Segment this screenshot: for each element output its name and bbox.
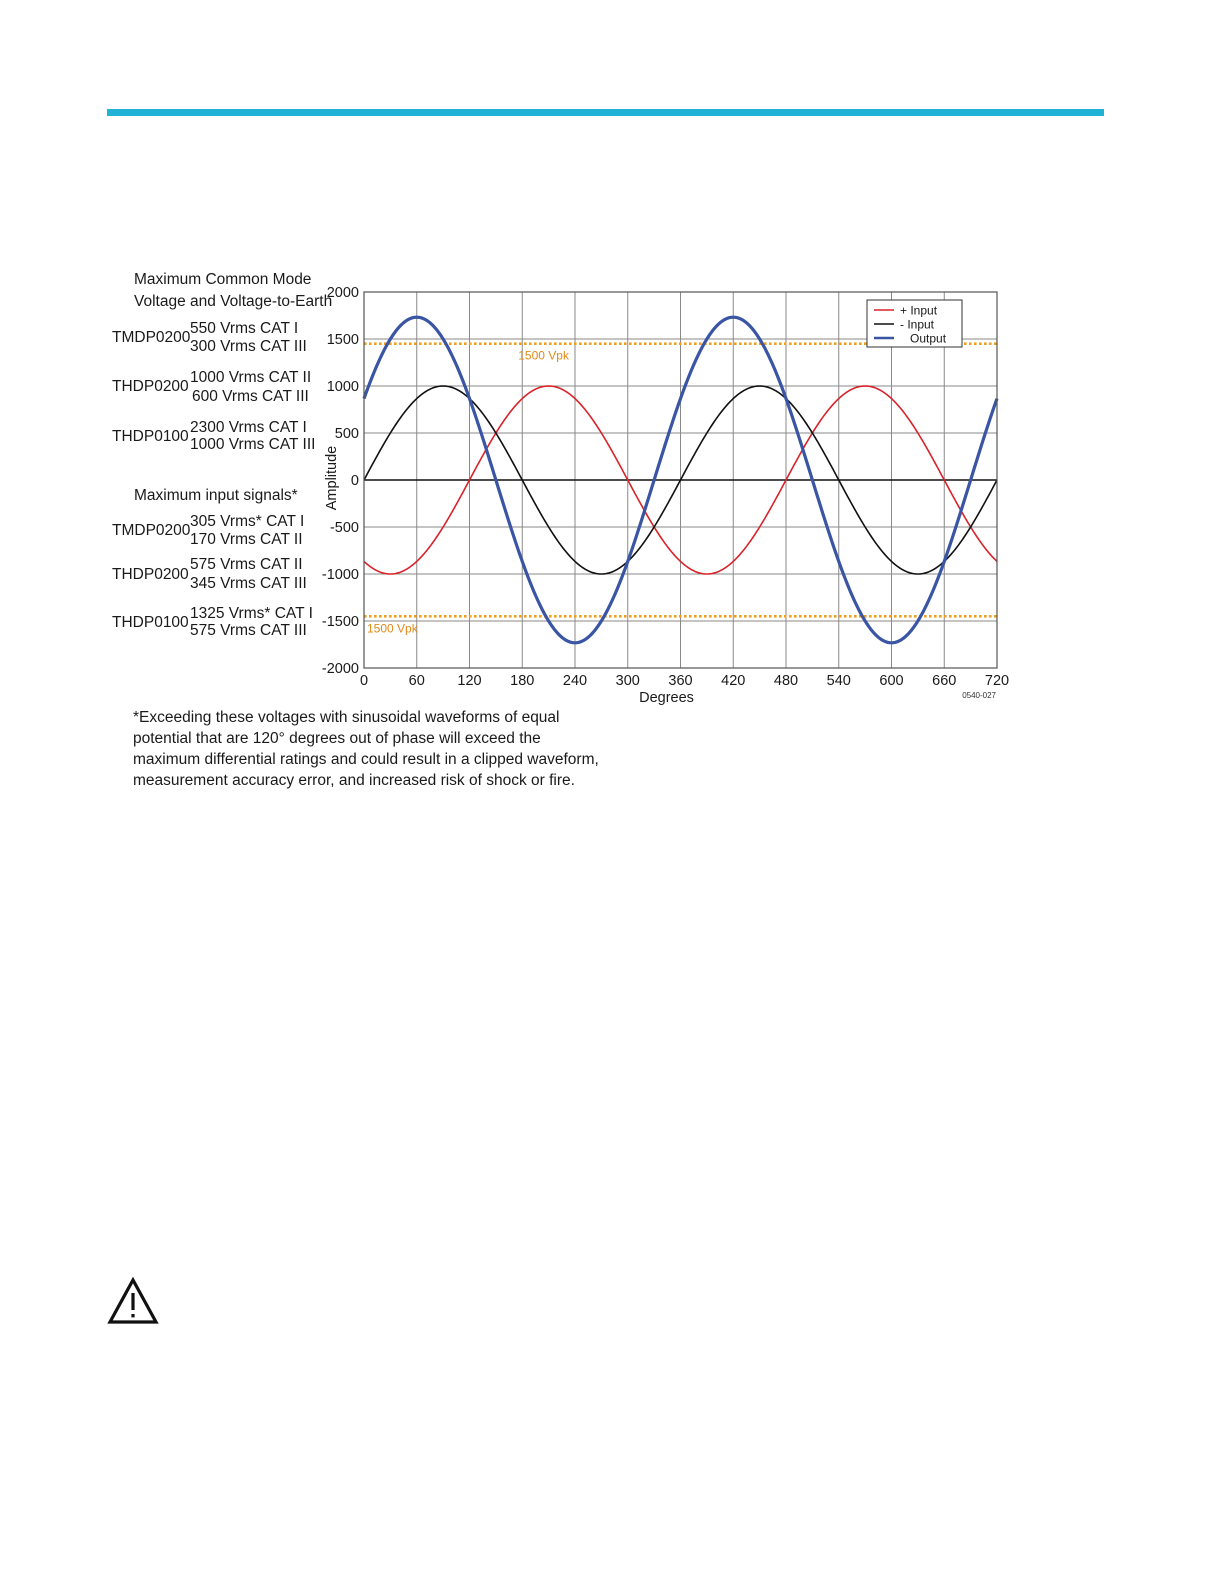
x-tick-label: 480: [773, 673, 799, 689]
y-tick-label: 2000: [326, 285, 359, 301]
waveform-chart: [0, 0, 1224, 720]
common-mode-rating: 550 Vrms CAT I: [190, 320, 299, 337]
figure-id: 0540-027: [962, 691, 996, 700]
footnote-line: *Exceeding these voltages with sinusoidal waveforms of equal: [133, 709, 560, 726]
footnote: [133, 707, 603, 791]
y-axis-label: Amplitude: [324, 445, 340, 511]
y-tick-label: 1500: [326, 332, 359, 348]
common-mode-title-line-2: Voltage and Voltage-to-Earth: [134, 293, 333, 310]
input-signals-title: Maximum input signals*: [134, 487, 298, 504]
x-tick-label: 420: [721, 673, 746, 689]
reference-line-label: 1500 Vpk: [367, 621, 418, 636]
footnote-line: maximum differential ratings and could result in a clipped waveform,: [133, 751, 599, 768]
legend-label: - Input: [900, 317, 935, 332]
input-signals-rating: 345 Vrms CAT III: [190, 575, 307, 592]
x-tick-label: 60: [408, 673, 425, 689]
input-signals-rating: 1325 Vrms* CAT I: [190, 605, 313, 622]
common-mode-rating: 2300 Vrms CAT I: [190, 419, 307, 436]
common-mode-title-line-1: Maximum Common Mode: [134, 271, 312, 288]
footnote-line: measurement accuracy error, and increased risk of shock or fire.: [133, 772, 575, 789]
common-mode-model-thdp0200: THDP0200: [112, 378, 189, 395]
chart-legend: [867, 300, 962, 347]
input-signals-rating: 170 Vrms CAT II: [190, 531, 303, 548]
common-mode-rating: 1000 Vrms CAT III: [190, 436, 316, 453]
input-signals-model-tmdp0200: TMDP0200: [112, 522, 191, 539]
common-mode-rating: 600 Vrms CAT III: [192, 388, 309, 405]
reference-line-label: 1500 Vpk: [518, 348, 569, 363]
y-tick-label: -1000: [321, 567, 359, 583]
input-signals-rating: 575 Vrms CAT II: [190, 556, 303, 573]
common-mode-model-tmdp0200: TMDP0200: [112, 329, 191, 346]
input-signals-model-thdp0100: THDP0100: [112, 614, 189, 631]
y-tick-label: 0: [350, 473, 359, 489]
y-tick-label: 1000: [326, 379, 359, 395]
x-tick-label: 120: [457, 673, 482, 689]
footnote-line: potential that are 120° degrees out of phase will exceed the: [133, 730, 541, 747]
x-tick-label: 720: [984, 673, 1010, 689]
x-tick-label: 0: [359, 673, 369, 689]
x-tick-label: 600: [879, 673, 904, 689]
input-signals-model-thdp0200: THDP0200: [112, 566, 189, 583]
x-axis-label: Degrees: [639, 690, 694, 706]
legend-label: + Input: [900, 303, 938, 318]
y-tick-label: -1500: [321, 614, 359, 630]
common-mode-rating: 300 Vrms CAT III: [190, 338, 307, 355]
x-tick-label: 360: [668, 673, 693, 689]
y-tick-label: -2000: [321, 661, 359, 677]
y-tick-label: 500: [334, 426, 359, 442]
warning-icon: [107, 1277, 159, 1325]
x-tick-label: 540: [826, 673, 851, 689]
input-signals-rating: 305 Vrms* CAT I: [190, 513, 305, 530]
input-signals-rating: 575 Vrms CAT III: [190, 622, 307, 639]
y-tick-label: -500: [329, 520, 359, 536]
legend-label: Output: [910, 331, 947, 346]
common-mode-model-thdp0100: THDP0100: [112, 428, 189, 445]
x-tick-label: 180: [510, 673, 535, 689]
x-tick-label: 300: [615, 673, 640, 689]
x-tick-label: 240: [562, 673, 588, 689]
common-mode-rating: 1000 Vrms CAT II: [190, 369, 312, 386]
x-tick-label: 660: [932, 673, 957, 689]
